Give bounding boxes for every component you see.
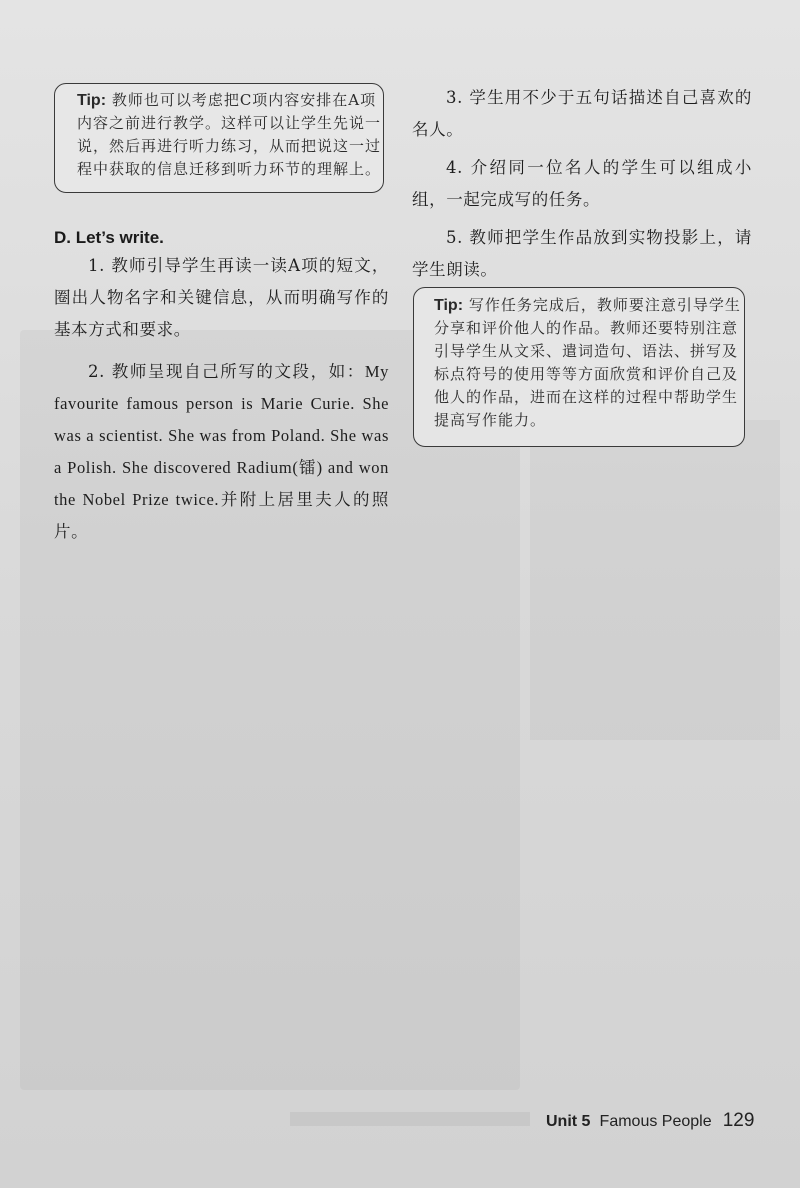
example-text: My favourite famous person is Marie Curie. She was a scientist. She was from Poland. She was a Polish. She discovered Radium(镭) and won the Nobel Prize twice.	[54, 362, 389, 509]
unit-title: Famous People	[599, 1113, 712, 1130]
tip-text: 写作任务完成后，教师要注意引导学生分享和评价他人的作品。教师还要特别注意引导学生从文采、遣词造句、语法、拼写及标点符号的使用等等方面欣赏和评价自己及他人的作品，进而在这样的过程中帮助学生提高写作能力。	[434, 296, 741, 429]
tip-label: Tip:	[434, 297, 464, 314]
paragraph-1: 1. 教师引导学生再读一读A项的短文，圈出人物名字和关键信息，从而明确写作的基本方式和要求。	[54, 256, 389, 339]
unit-number: Unit 5	[546, 1113, 591, 1130]
paragraph-2-prefix: 2. 教师呈现自己所写的文段，如：	[88, 362, 365, 381]
paragraph-2	[54, 356, 389, 548]
page-number: 129	[722, 1110, 755, 1131]
tip-text: 教师也可以考虑把C项内容安排在A项内容之前进行教学。这样可以让学生先说一说，然后再进行听力练习，从而把说这一过程中获取的信息迁移到听力环节的理解上。	[77, 91, 382, 178]
paragraph-5: 5. 教师把学生作品放到实物投影上，请学生朗读。	[412, 228, 752, 279]
paragraph-2-suffix: 并附上居里夫人的照片。	[54, 490, 389, 541]
footer-print-through	[290, 1112, 530, 1126]
section-heading: D. Let’s write.	[54, 228, 164, 247]
tip-box-1	[54, 83, 384, 193]
print-through-shadow-right	[530, 420, 780, 740]
right-column	[412, 82, 752, 292]
tip-box-2	[413, 287, 745, 447]
paragraph-4: 4. 介绍同一位名人的学生可以组成小组，一起完成写的任务。	[412, 158, 752, 209]
tip-label: Tip:	[77, 92, 107, 109]
paragraph-3: 3. 学生用不少于五句话描述自己喜欢的名人。	[412, 88, 752, 139]
left-column	[54, 250, 389, 558]
page-footer	[546, 1110, 754, 1132]
